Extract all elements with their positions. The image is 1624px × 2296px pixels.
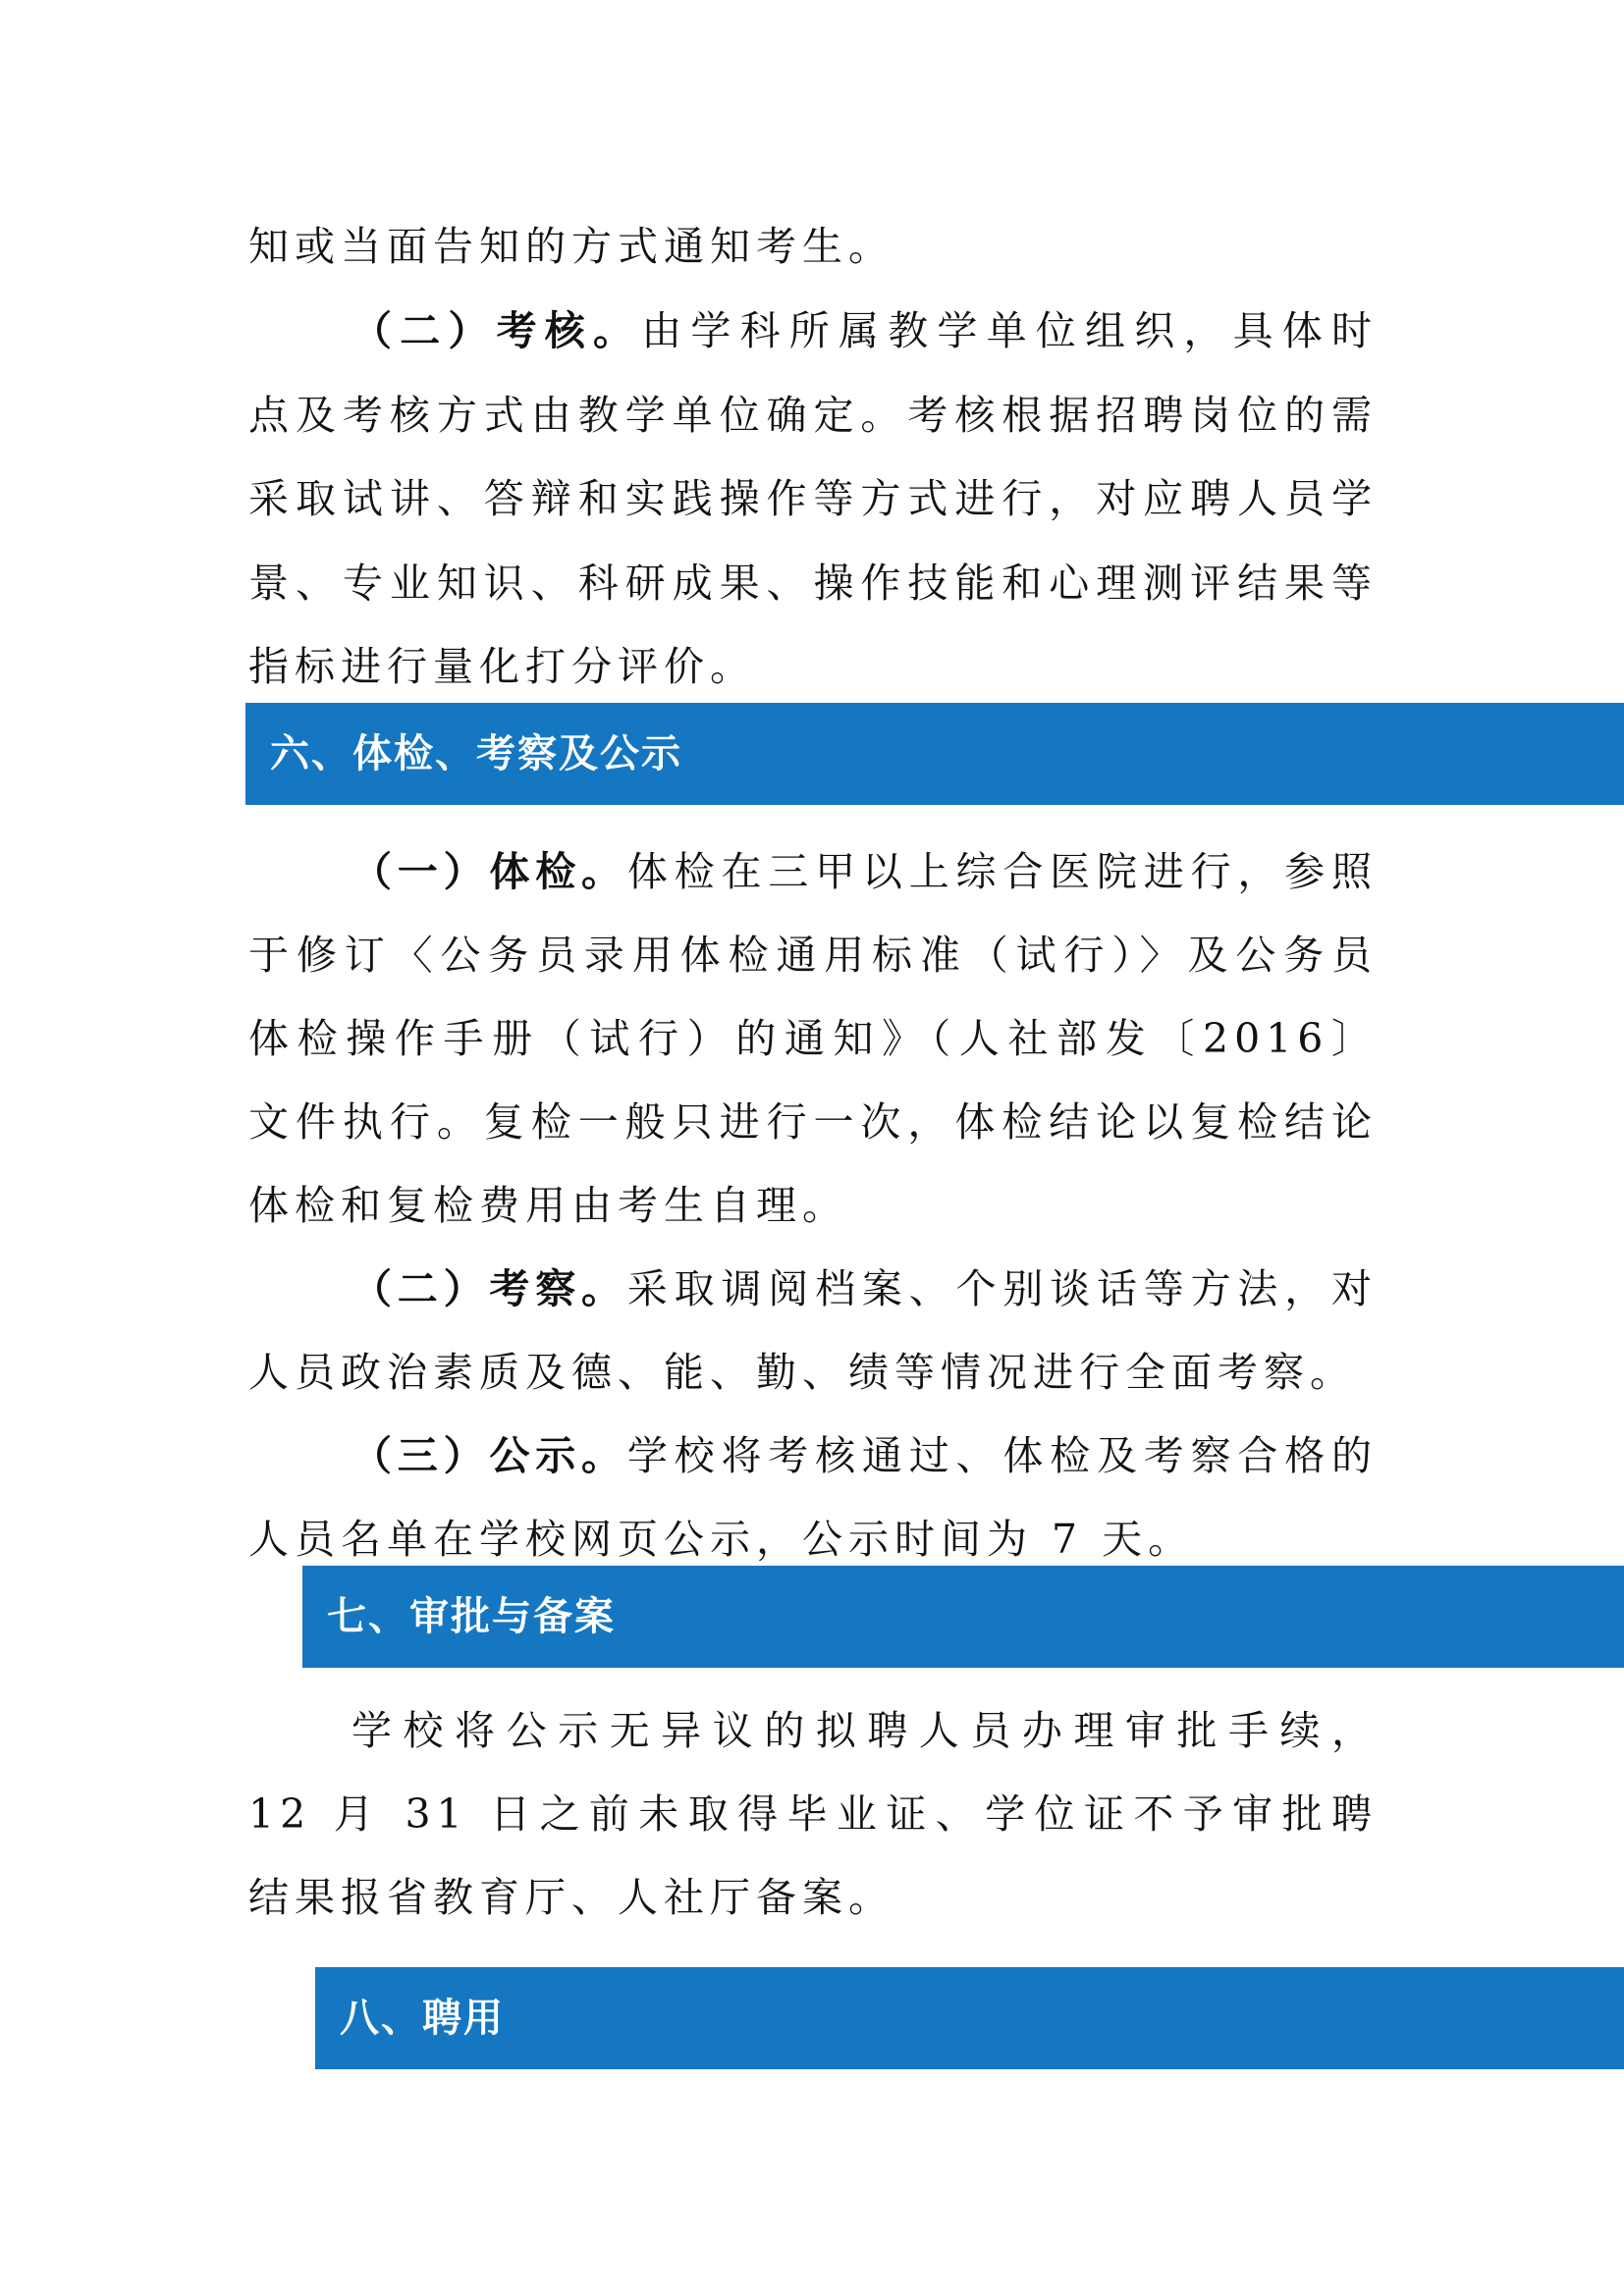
section-title: 七、审批与备案 <box>327 1594 616 1639</box>
paragraph-line: 体检和复检费用由考生自理。 <box>248 1182 848 1229</box>
paragraph-line: 于修订〈公务员录用体检通用标准（试行）〉及公务员 <box>248 932 1378 979</box>
paragraph-text: 体检在三甲以上综合医院进行，参照 <box>626 848 1378 895</box>
paragraph-line: 点及考核方式由教学单位确定。考核根据招聘岗位的需 <box>248 392 1378 439</box>
section-banner-8 <box>315 1967 1624 2069</box>
paragraph-heading: （二）考核。 <box>352 307 642 354</box>
paragraph-line: 采取试讲、答辩和实践操作等方式进行，对应聘人员学 <box>248 475 1378 522</box>
paragraph-heading: （三）公示。 <box>352 1432 627 1479</box>
paragraph-line <box>352 303 1378 358</box>
section-title: 六、体检、考察及公示 <box>270 731 682 776</box>
paragraph-line: 文件执行。复检一般只进行一次，体检结论以复检结论 <box>248 1098 1378 1146</box>
paragraph-line: 知或当面告知的方式通知考生。 <box>248 223 894 270</box>
section-banner-7 <box>302 1566 1624 1668</box>
paragraph-heading: （一）体检。 <box>352 848 627 895</box>
paragraph-line: 12 月 31 日之前未取得毕业证、学位证不予审批聘 <box>248 1790 1378 1838</box>
paragraph-line <box>352 1428 1378 1483</box>
paragraph-line: 体检操作手册（试行）的通知》（人社部发〔2016〕 <box>248 1015 1378 1062</box>
paragraph-text: 学校将考核通过、体检及考察合格的 <box>626 1432 1378 1479</box>
paragraph-text: 采取调阅档案、个别谈话等方法，对 <box>626 1265 1378 1312</box>
paragraph-heading: （二）考察。 <box>352 1265 627 1312</box>
section-banner-6 <box>245 703 1624 805</box>
paragraph-line: 人员名单在学校网页公示，公示时间为 7 天。 <box>248 1516 1195 1563</box>
paragraph-line <box>352 844 1378 899</box>
paragraph-line: 人员政治素质及德、能、勤、绩等情况进行全面考察。 <box>248 1349 1356 1396</box>
paragraph-line <box>352 1261 1378 1316</box>
paragraph-line: 学校将公示无异议的拟聘人员办理审批手续， <box>352 1707 1378 1754</box>
paragraph-line: 结果报省教育厅、人社厅备案。 <box>248 1874 894 1921</box>
paragraph-line: 景、专业知识、科研成果、操作技能和心理测评结果等 <box>248 560 1378 607</box>
paragraph-text: 由学科所属教学单位组织，具体时 <box>641 307 1378 354</box>
section-title: 八、聘用 <box>340 1996 505 2041</box>
paragraph-line: 指标进行量化打分评价。 <box>248 643 756 690</box>
